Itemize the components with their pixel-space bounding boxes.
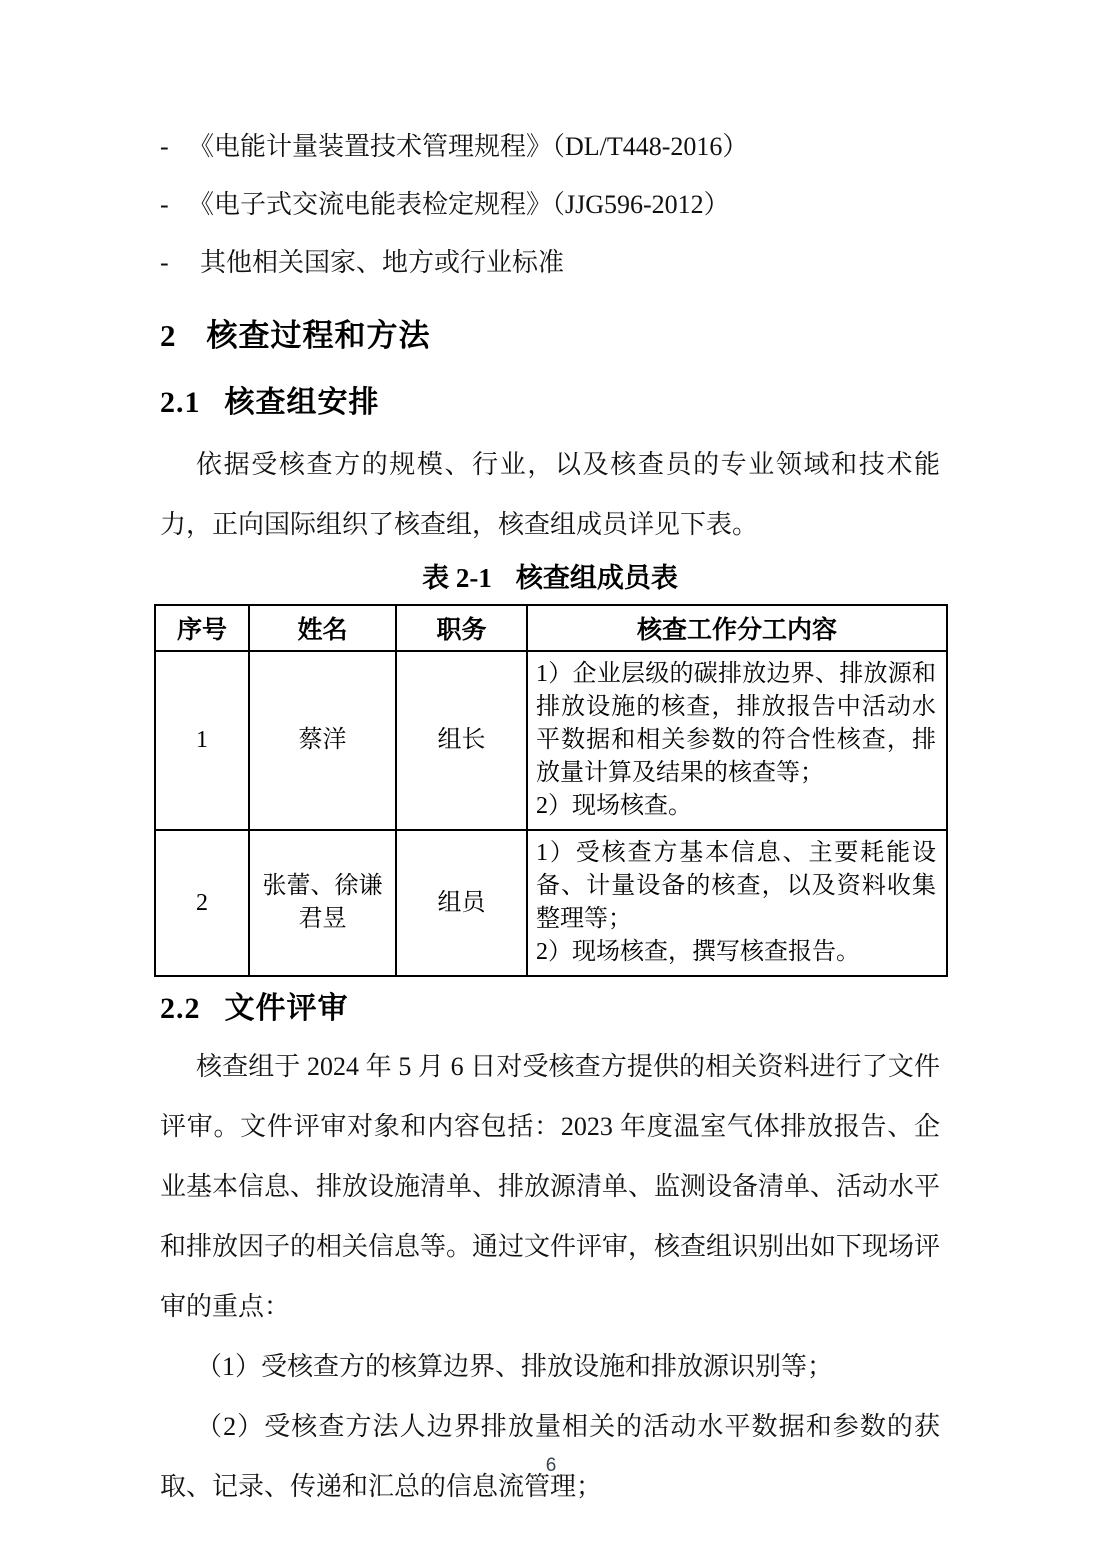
cell-duties bbox=[527, 830, 947, 976]
reference-text: 《电子式交流电能表检定规程》（JJG596-2012） bbox=[188, 190, 730, 219]
cell-no: 2 bbox=[155, 830, 249, 976]
review-focus-item-1: （1）受核查方的核算边界、排放设施和排放源识别等； bbox=[196, 1352, 834, 1381]
cell-duties bbox=[527, 651, 947, 830]
list-item bbox=[160, 118, 940, 176]
table-caption bbox=[160, 557, 940, 599]
list-dash-marker: - bbox=[160, 248, 169, 277]
verification-team-table bbox=[154, 604, 948, 977]
paragraph-document-review: 核查组于 2024 年 5 月 6 日对受核查方提供的相关资料进行了文件评审。文件评审对象和内容包括：2023 年度温室气体排放报告、企业基本信息、排放设施清单、排放源清单、监测设备清单、活动水平和排放因子的相关信息等。通过文件评审，核查组识别出如下现场评审的重点： bbox=[160, 1052, 941, 1321]
duty-item: 1）企业层级的碳排放边界、排放源和排放设施的核查，排放报告中活动水平数据和相关参数的符合性核查，排放量计算及结果的核查等； bbox=[536, 661, 936, 786]
table-caption-label: 表 2-1 bbox=[422, 563, 492, 593]
duty-item: 2）现场核查，撰写核查报告。 bbox=[536, 939, 860, 965]
table-caption-title: 核查组成员表 bbox=[515, 563, 678, 593]
section-title: 文件评审 bbox=[224, 992, 349, 1025]
table-row bbox=[155, 651, 947, 830]
section-number: 2.2 bbox=[160, 992, 201, 1025]
cell-role: 组长 bbox=[396, 651, 527, 830]
name-line: 蔡洋 bbox=[298, 727, 347, 753]
duty-item: 2）现场核查。 bbox=[536, 793, 692, 819]
list-dash-marker: - bbox=[160, 132, 169, 161]
section-title: 核查组安排 bbox=[224, 386, 380, 419]
cell-name bbox=[249, 651, 396, 830]
column-header-name: 姓名 bbox=[249, 605, 396, 651]
column-header-duties: 核查工作分工内容 bbox=[527, 605, 947, 651]
review-focus-item-2: （2）受核查方法人边界排放量相关的活动水平数据和参数的获取、记录、传递和汇总的信息流管理； bbox=[160, 1412, 940, 1501]
cell-no: 1 bbox=[155, 651, 249, 830]
page-number: 6 bbox=[545, 1455, 557, 1476]
table-row bbox=[155, 830, 947, 976]
column-header-role: 职务 bbox=[396, 605, 527, 651]
column-header-no: 序号 bbox=[155, 605, 249, 651]
list-item bbox=[160, 234, 940, 292]
section-number: 2 bbox=[160, 318, 177, 353]
section-title: 核查过程和方法 bbox=[206, 318, 431, 353]
section-heading-2-2 bbox=[160, 983, 940, 1027]
section-heading-2-1 bbox=[160, 377, 940, 421]
cell-role: 组员 bbox=[396, 830, 527, 976]
name-line: 君昱 bbox=[298, 906, 347, 932]
list-dash-marker: - bbox=[160, 190, 169, 219]
reference-text: 《电能计量装置技术管理规程》（DL/T448-2016） bbox=[188, 132, 749, 161]
paragraph-team-arrangement: 依据受核查方的规模、行业，以及核查员的专业领域和技术能力，正向国际组织了核查组，核查组成员详见下表。 bbox=[160, 450, 940, 539]
list-item bbox=[160, 176, 940, 234]
reference-list bbox=[160, 118, 940, 292]
table-header-row bbox=[155, 605, 947, 651]
name-line: 张蕾、徐谦 bbox=[262, 873, 383, 899]
cell-name bbox=[249, 830, 396, 976]
section-number: 2.1 bbox=[160, 386, 201, 419]
reference-text: 其他相关国家、地方或行业标准 bbox=[200, 248, 565, 277]
duty-item: 1）受核查方基本信息、主要耗能设备、计量设备的核查，以及资料收集整理等； bbox=[536, 840, 936, 932]
section-heading-2 bbox=[160, 310, 940, 355]
